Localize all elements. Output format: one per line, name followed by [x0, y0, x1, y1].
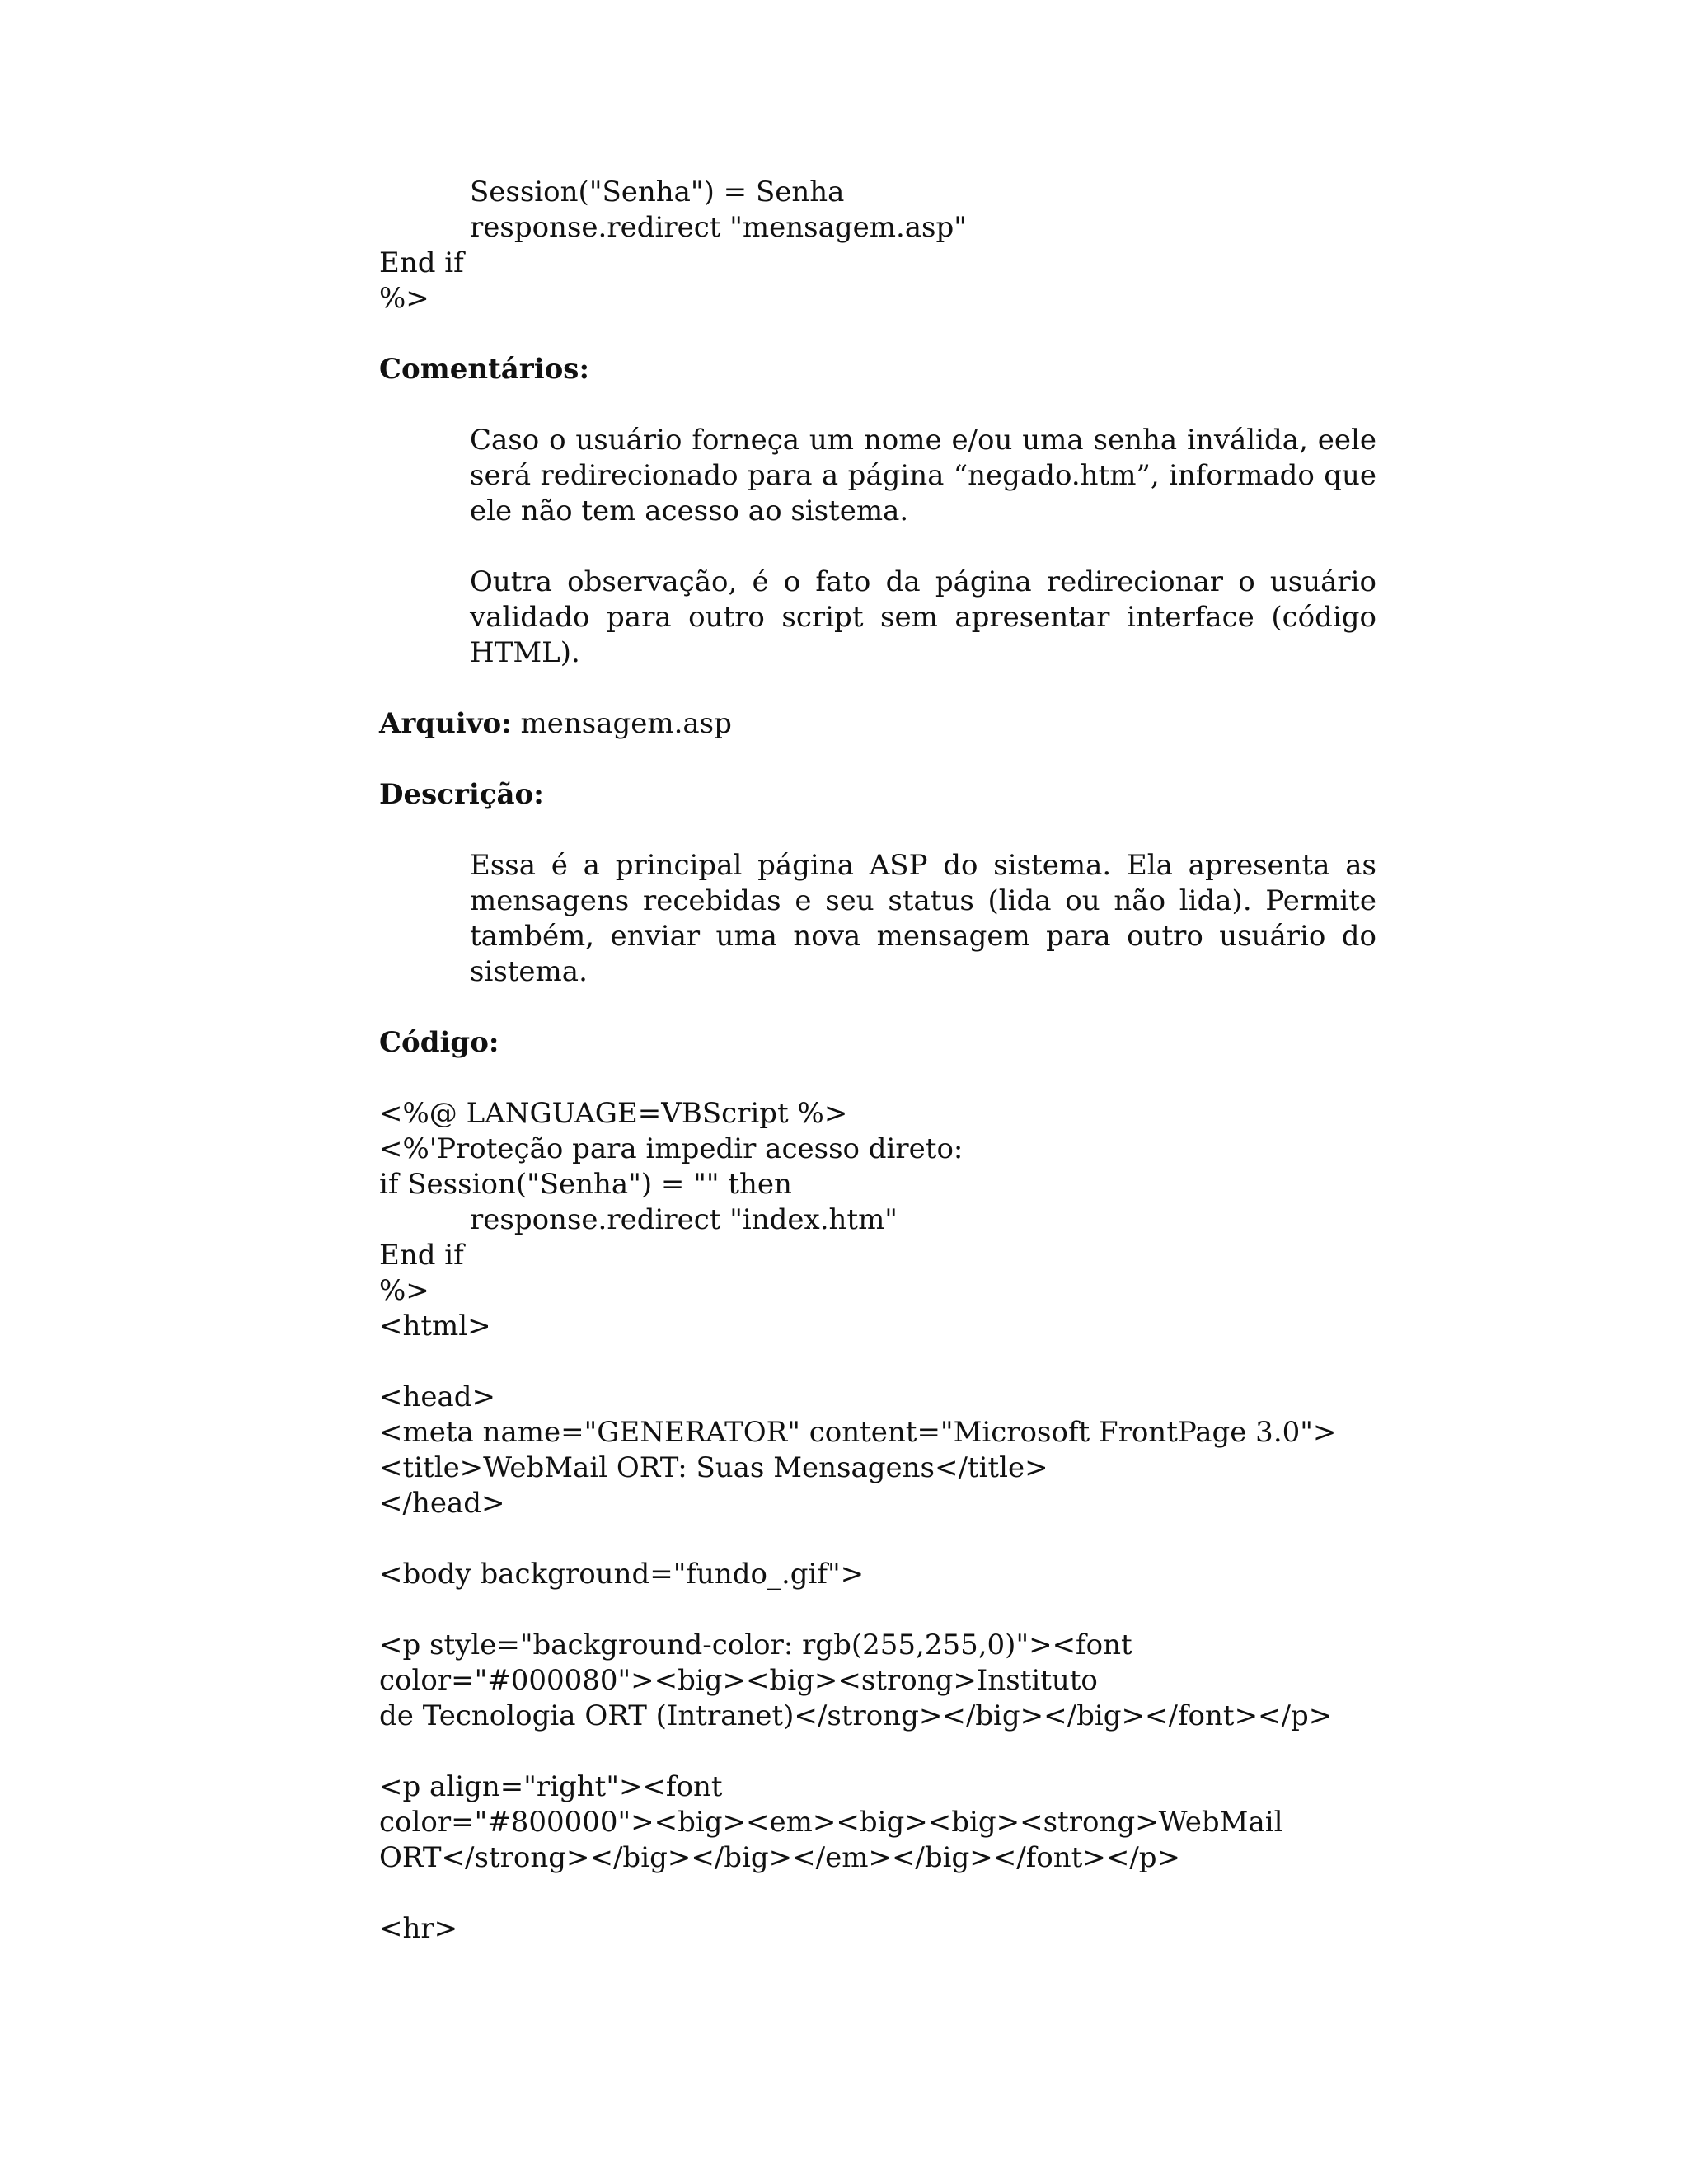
code-line: <body background="fundo_.gif"> — [379, 1558, 865, 1591]
arquivo-label: Arquivo: — [379, 707, 512, 740]
code-line: <meta name="GENERATOR" content="Microsoft FrontPage 3.0"> — [379, 1416, 1337, 1449]
spacer — [379, 1061, 1376, 1096]
code-block — [379, 1096, 1376, 1947]
document-page — [379, 175, 1376, 1947]
comentarios-heading: Comentários: — [379, 353, 589, 386]
spacer — [379, 990, 1376, 1025]
code-line: <%@ LANGUAGE=VBScript %> — [379, 1097, 848, 1130]
code-line: <head> — [379, 1380, 496, 1413]
code-line: <html> — [379, 1310, 491, 1343]
blank-line — [379, 1734, 1376, 1769]
spacer — [379, 316, 1376, 352]
comentarios-paragraph: Outra observação, é o fato da página redirecionar o usuário validado para outro script sem apresentar interface (código HTML). — [470, 565, 1376, 669]
codigo-heading: Código: — [379, 1026, 499, 1059]
code-line: Session("Senha") = Senha — [470, 176, 845, 209]
blank-line — [379, 1592, 1376, 1628]
code-line: de Tecnologia ORT (Intranet)</strong></big></big></font></p> — [379, 1699, 1333, 1732]
code-line: ORT</strong></big></big></em></big></font></p> — [379, 1841, 1181, 1874]
spacer — [379, 671, 1376, 706]
code-line: %> — [379, 282, 429, 315]
blank-line — [379, 1344, 1376, 1380]
code-line: color="#800000"><big><em><big><big><strong>WebMail — [379, 1806, 1283, 1839]
comentarios-paragraph: Caso o usuário forneça um nome e/ou uma senha inválida, eele será redirecionado para a página “negado.htm”, informado que ele não tem acesso ao sistema. — [470, 424, 1376, 527]
code-line: response.redirect "mensagem.asp" — [470, 211, 967, 244]
code-line: <p style="background-color: rgb(255,255,0)"><font — [379, 1629, 1132, 1661]
code-tail-block — [379, 175, 1376, 316]
code-line: <title>WebMail ORT: Suas Mensagens</title> — [379, 1451, 1048, 1484]
descricao-heading: Descrição: — [379, 778, 544, 811]
code-line: if Session("Senha") = "" then — [379, 1168, 792, 1201]
code-line: End if — [379, 1239, 464, 1272]
code-line: <hr> — [379, 1912, 458, 1945]
spacer — [379, 813, 1376, 848]
spacer — [379, 529, 1376, 565]
arquivo-line — [379, 706, 1376, 742]
code-line: <p align="right"><font — [379, 1770, 723, 1803]
arquivo-value: mensagem.asp — [511, 707, 732, 740]
code-line: <%'Proteção para impedir acesso direto: — [379, 1132, 964, 1165]
code-line: response.redirect "index.htm" — [470, 1203, 898, 1236]
code-line: color="#000080"><big><big><strong>Instituto — [379, 1664, 1098, 1697]
code-line: End if — [379, 246, 464, 279]
code-line: </head> — [379, 1487, 505, 1520]
code-line: %> — [379, 1274, 429, 1307]
spacer — [379, 742, 1376, 777]
descricao-paragraph: Essa é a principal página ASP do sistema. Ela apresenta as mensagens recebidas e seu status (lida ou não lida). Permite também, enviar uma nova mensagem para outro usuário do sistema. — [470, 849, 1376, 988]
blank-line — [379, 1521, 1376, 1557]
blank-line — [379, 1876, 1376, 1911]
spacer — [379, 387, 1376, 423]
